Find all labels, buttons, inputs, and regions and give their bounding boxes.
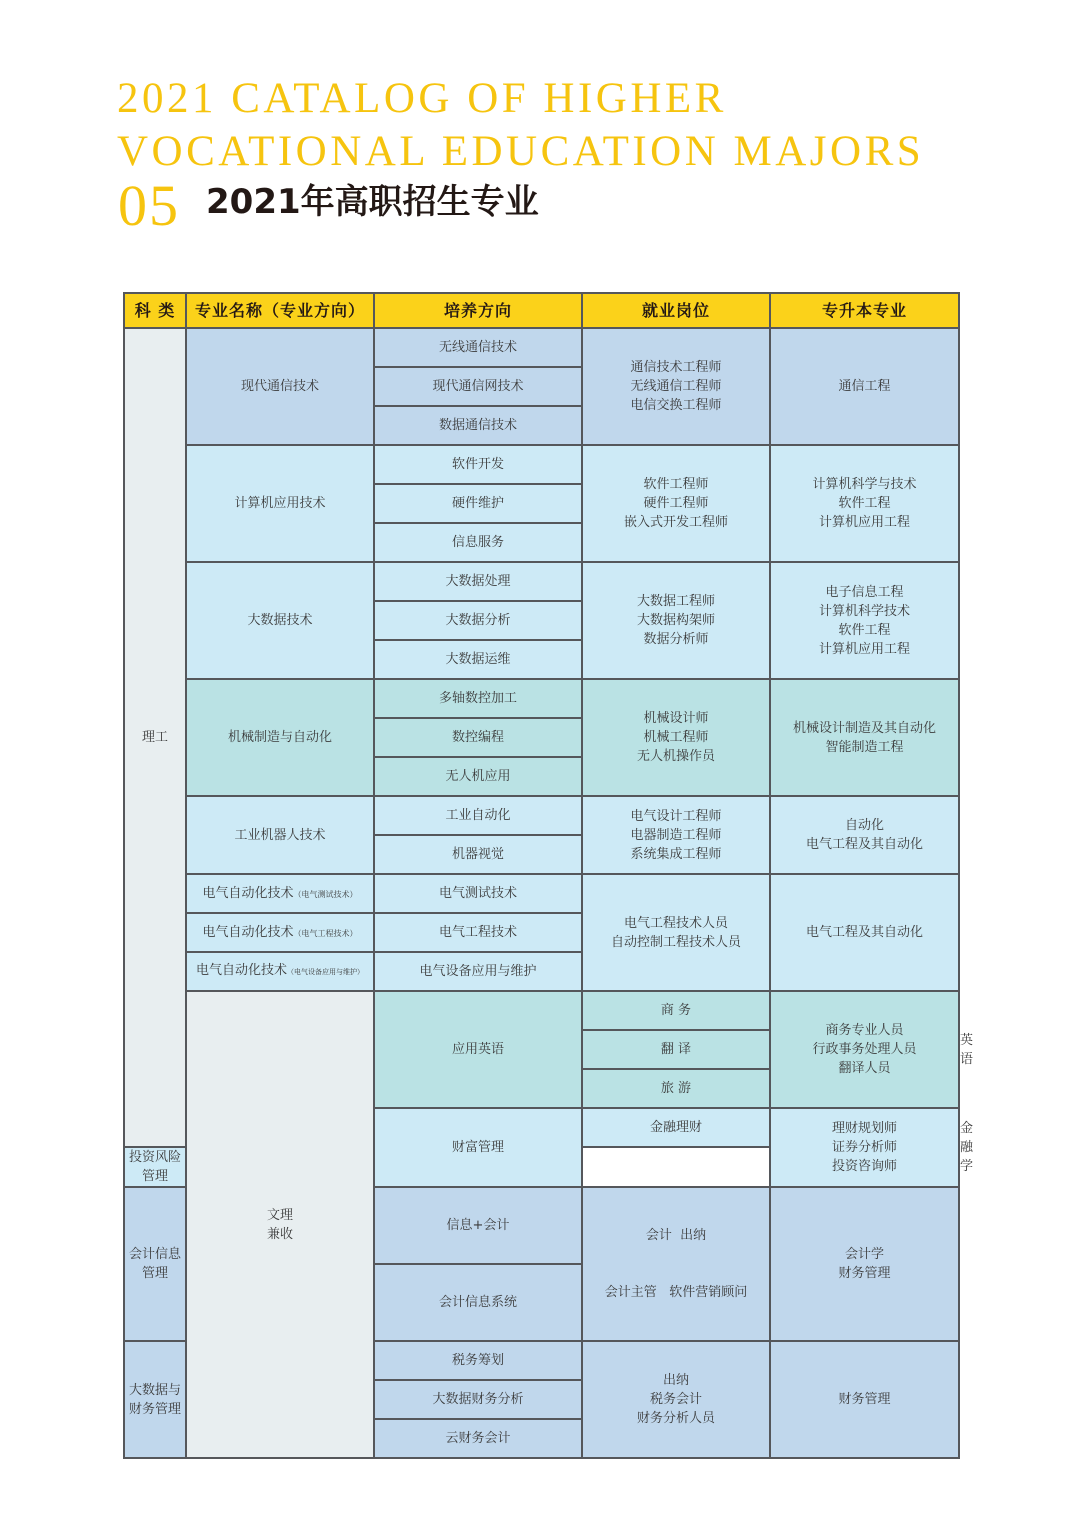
major-cell: 现代通信技术 (186, 328, 374, 445)
upgrade-cell (770, 874, 959, 991)
upgrade-item: 财务管理 (838, 1392, 891, 1407)
direction-cell: 税务筹划 (374, 1341, 582, 1380)
job-item: 出纳 (662, 1373, 689, 1388)
job-item: 会计主管 软件营销顾问 (604, 1285, 748, 1300)
major-cell (186, 952, 374, 991)
direction-cell: 多轴数控加工 (374, 679, 582, 718)
major-cell: 会计信息管理 (124, 1187, 186, 1341)
job-item: 电信交换工程师 (630, 398, 722, 413)
job-item: 数据分析师 (643, 632, 709, 647)
upgrade-item: 会计学 (844, 1247, 884, 1262)
direction-cell: 数据通信技术 (374, 406, 582, 445)
table-row (124, 328, 959, 367)
job-item: 硬件工程师 (643, 496, 709, 511)
major-cell: 大数据与财务管理 (124, 1341, 186, 1458)
upgrade-cell (770, 445, 959, 562)
upgrade-item: 电气工程及其自动化 (805, 925, 923, 940)
direction-cell: 软件开发 (374, 445, 582, 484)
job-item: 投资咨询师 (831, 1159, 897, 1174)
table-row (124, 445, 959, 484)
job-item: 系统集成工程师 (630, 846, 722, 862)
major-cell (186, 874, 374, 913)
section-number: 05 (118, 173, 180, 238)
major-note: （电气测试技术） (293, 889, 358, 899)
major-name: 电气自动化技术 (195, 963, 287, 978)
category-label-line: 文理 (266, 1207, 293, 1223)
column-header-direction: 培养方向 (374, 293, 582, 328)
jobs-cell (582, 1341, 770, 1458)
job-item: 翻译人员 (838, 1061, 891, 1076)
direction-cell: 电气设备应用与维护 (374, 952, 582, 991)
major-cell: 财富管理 (374, 1108, 582, 1187)
direction-cell: 现代通信网技术 (374, 367, 582, 406)
major-name: 电气自动化技术 (202, 924, 294, 940)
direction-cell: 金融理财 (582, 1108, 770, 1147)
job-item: 软件工程师 (643, 477, 709, 492)
direction-cell: 翻 译 (582, 1030, 770, 1069)
job-item: 商务专业人员 (825, 1023, 904, 1038)
direction-cell: 旅 游 (582, 1069, 770, 1108)
major-cell: 计算机应用技术 (186, 445, 374, 562)
upgrade-item: 智能制造工程 (825, 739, 904, 755)
job-item: 大数据工程师 (636, 594, 715, 609)
job-item: 税务会计 (649, 1392, 702, 1407)
jobs-cell (770, 1108, 959, 1187)
job-item: 大数据构架师 (636, 613, 715, 628)
direction-cell: 大数据分析 (374, 601, 582, 640)
direction-cell: 信息服务 (374, 523, 582, 562)
upgrade-cell (770, 1187, 959, 1341)
upgrade-cell (770, 679, 959, 796)
direction-cell: 投资风险管理 (124, 1147, 186, 1187)
column-header-upgrade: 专升本专业 (770, 293, 959, 328)
table-row: 财富管理 金融理财 理财规划师 证券分析师 投资咨询师 金融学 (124, 1108, 959, 1147)
upgrade-item: 财务管理 (838, 1266, 891, 1281)
jobs-cell (770, 991, 959, 1108)
job-item: 机械设计师 (643, 711, 709, 726)
direction-cell: 会计信息系统 (374, 1264, 582, 1341)
upgrade-item: 软件工程 (838, 622, 891, 638)
job-item: 自动控制工程技术人员 (610, 934, 741, 950)
jobs-cell (582, 328, 770, 445)
major-name: 电气自动化技术 (202, 885, 294, 901)
upgrade-item: 计算机科学与技术 (812, 477, 917, 492)
table-row (124, 874, 959, 913)
direction-cell: 电气工程技术 (374, 913, 582, 952)
category-cell: 理工 (124, 328, 186, 1147)
upgrade-item: 计算机应用工程 (818, 641, 910, 657)
english-title-line-1: 2021 CATALOG OF HIGHER (117, 75, 727, 122)
english-title (117, 72, 924, 178)
upgrade-item: 自动化 (844, 818, 884, 833)
jobs-cell (582, 562, 770, 679)
jobs-cell (582, 796, 770, 874)
job-item: 嵌入式开发工程师 (623, 515, 728, 530)
direction-cell: 商 务 (582, 991, 770, 1030)
job-item: 通信技术工程师 (630, 360, 722, 375)
direction-cell: 数控编程 (374, 718, 582, 757)
jobs-cell (582, 1187, 770, 1341)
direction-cell: 电气测试技术 (374, 874, 582, 913)
direction-cell: 无人机应用 (374, 757, 582, 796)
table-row (124, 796, 959, 835)
job-item: 机械工程师 (643, 730, 709, 745)
direction-cell: 大数据处理 (374, 562, 582, 601)
table-row (124, 679, 959, 718)
category-cell (186, 991, 374, 1458)
major-cell: 应用英语 (374, 991, 582, 1108)
major-cell: 机械制造与自动化 (186, 679, 374, 796)
page-title: 2021年高职招生专业 (206, 182, 539, 222)
direction-cell: 大数据财务分析 (374, 1380, 582, 1419)
upgrade-cell (770, 1341, 959, 1458)
upgrade-item: 电子信息工程 (825, 584, 904, 600)
job-item: 电气设计工程师 (630, 808, 722, 824)
major-note: （电气工程技术） (293, 928, 358, 938)
job-item: 无线通信工程师 (630, 379, 722, 394)
majors-table (123, 292, 974, 1459)
jobs-cell (582, 874, 770, 991)
upgrade-item: 通信工程 (838, 379, 891, 394)
upgrade-item: 软件工程 (838, 496, 891, 511)
table-header-row (124, 293, 959, 328)
jobs-cell (582, 679, 770, 796)
job-item: 电气工程技术人员 (623, 915, 728, 931)
upgrade-cell (770, 562, 959, 679)
job-item: 电器制造工程师 (630, 827, 722, 843)
upgrade-item: 机械设计制造及其自动化 (792, 720, 936, 736)
major-note: （电气设备应用与维护） (287, 968, 364, 976)
upgrade-item: 计算机应用工程 (818, 515, 910, 530)
job-item: 财务分析人员 (636, 1411, 715, 1426)
direction-cell: 工业自动化 (374, 796, 582, 835)
direction-cell: 无线通信技术 (374, 328, 582, 367)
direction-cell: 云财务会计 (374, 1419, 582, 1458)
upgrade-item: 电气工程及其自动化 (805, 837, 923, 852)
upgrade-item: 计算机科学技术 (818, 603, 910, 619)
job-item: 会计 出纳 (645, 1228, 707, 1243)
table-row (124, 562, 959, 601)
table-row: 文理 兼收 应用英语 商 务 商务专业人员 行政事务处理人员 翻译人员 英语 (124, 991, 959, 1030)
direction-cell: 大数据运维 (374, 640, 582, 679)
major-cell: 工业机器人技术 (186, 796, 374, 874)
direction-cell: 机器视觉 (374, 835, 582, 874)
column-header-major: 专业名称（专业方向） (186, 293, 374, 328)
major-cell (186, 913, 374, 952)
major-cell: 大数据技术 (186, 562, 374, 679)
upgrade-cell (770, 328, 959, 445)
column-header-jobs: 就业岗位 (582, 293, 770, 328)
direction-cell: 硬件维护 (374, 484, 582, 523)
direction-cell: 信息+会计 (374, 1187, 582, 1264)
jobs-cell (582, 445, 770, 562)
job-item: 行政事务处理人员 (812, 1042, 917, 1057)
upgrade-cell (770, 796, 959, 874)
job-item: 无人机操作员 (636, 749, 715, 764)
category-label-line: 兼收 (266, 1226, 293, 1242)
job-item: 证券分析师 (831, 1140, 897, 1155)
column-header-category: 科 类 (124, 293, 186, 328)
english-title-line-2: VOCATIONAL EDUCATION MAJORS (117, 128, 925, 175)
job-item: 理财规划师 (831, 1121, 897, 1136)
